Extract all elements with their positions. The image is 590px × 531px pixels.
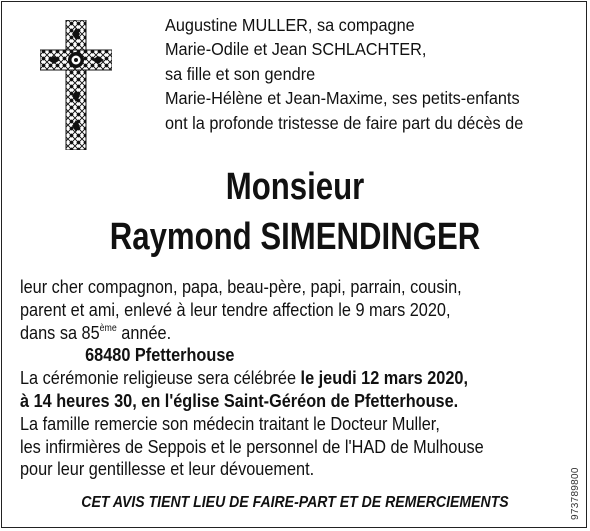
ceremony-line [20,367,513,390]
thanks-line: les infirmières de Seppois et le personnel de l'HAD de Mulhouse [20,435,484,457]
thanks-line: La famille remercie son médecin traitant le Docteur Muller, [20,412,440,434]
body-line: leur cher compagnon, papa, beau-père, papi, parrain, cousin, [20,276,462,297]
age-prefix: dans sa 85 [20,321,100,343]
footer-text: CET AVIS TIENT LIEU DE FAIRE-PART ET DE REMERCIEMENTS [81,494,509,511]
family-line: Marie-Odile et Jean SCHLACHTER, [165,39,427,60]
family-line: sa fille et son gendre [165,63,316,84]
age-suffix: année. [116,321,172,343]
notice-body [20,276,580,481]
footer-notice [0,494,590,512]
family-line: ont la profonde tristesse de faire part du décès de [165,112,524,133]
family-announcement [165,13,585,135]
age-superscript: ème [99,322,117,334]
residence-place: 68480 Pfetterhouse [85,344,235,366]
body-line: parent et ami, enlevé à leur tendre affection le 9 mars 2020, [20,298,451,320]
ceremony-location: à 14 heures 30, en l'église Saint-Géréon de Pfetterhouse. [20,389,459,411]
family-line: Augustine MULLER, sa compagne [165,15,415,35]
thanks-line: pour leur gentillesse et leur dévouement. [20,458,315,480]
reference-number: 973789800 [570,467,581,520]
deceased-name: Raymond SIMENDINGER [109,216,481,258]
ceremony-date: le jeudi 12 mars 2020, [300,367,468,389]
family-line: Marie-Hélène et Jean-Maxime, ses petits-enfants [165,88,520,109]
ceremony-text: La cérémonie religieuse sera célébrée [20,367,301,389]
ceremony-location-line [20,390,513,413]
ornate-cross-icon [40,20,112,150]
deceased-name-block [0,162,590,262]
age-line [20,322,513,345]
deceased-title: Monsieur [225,166,365,208]
